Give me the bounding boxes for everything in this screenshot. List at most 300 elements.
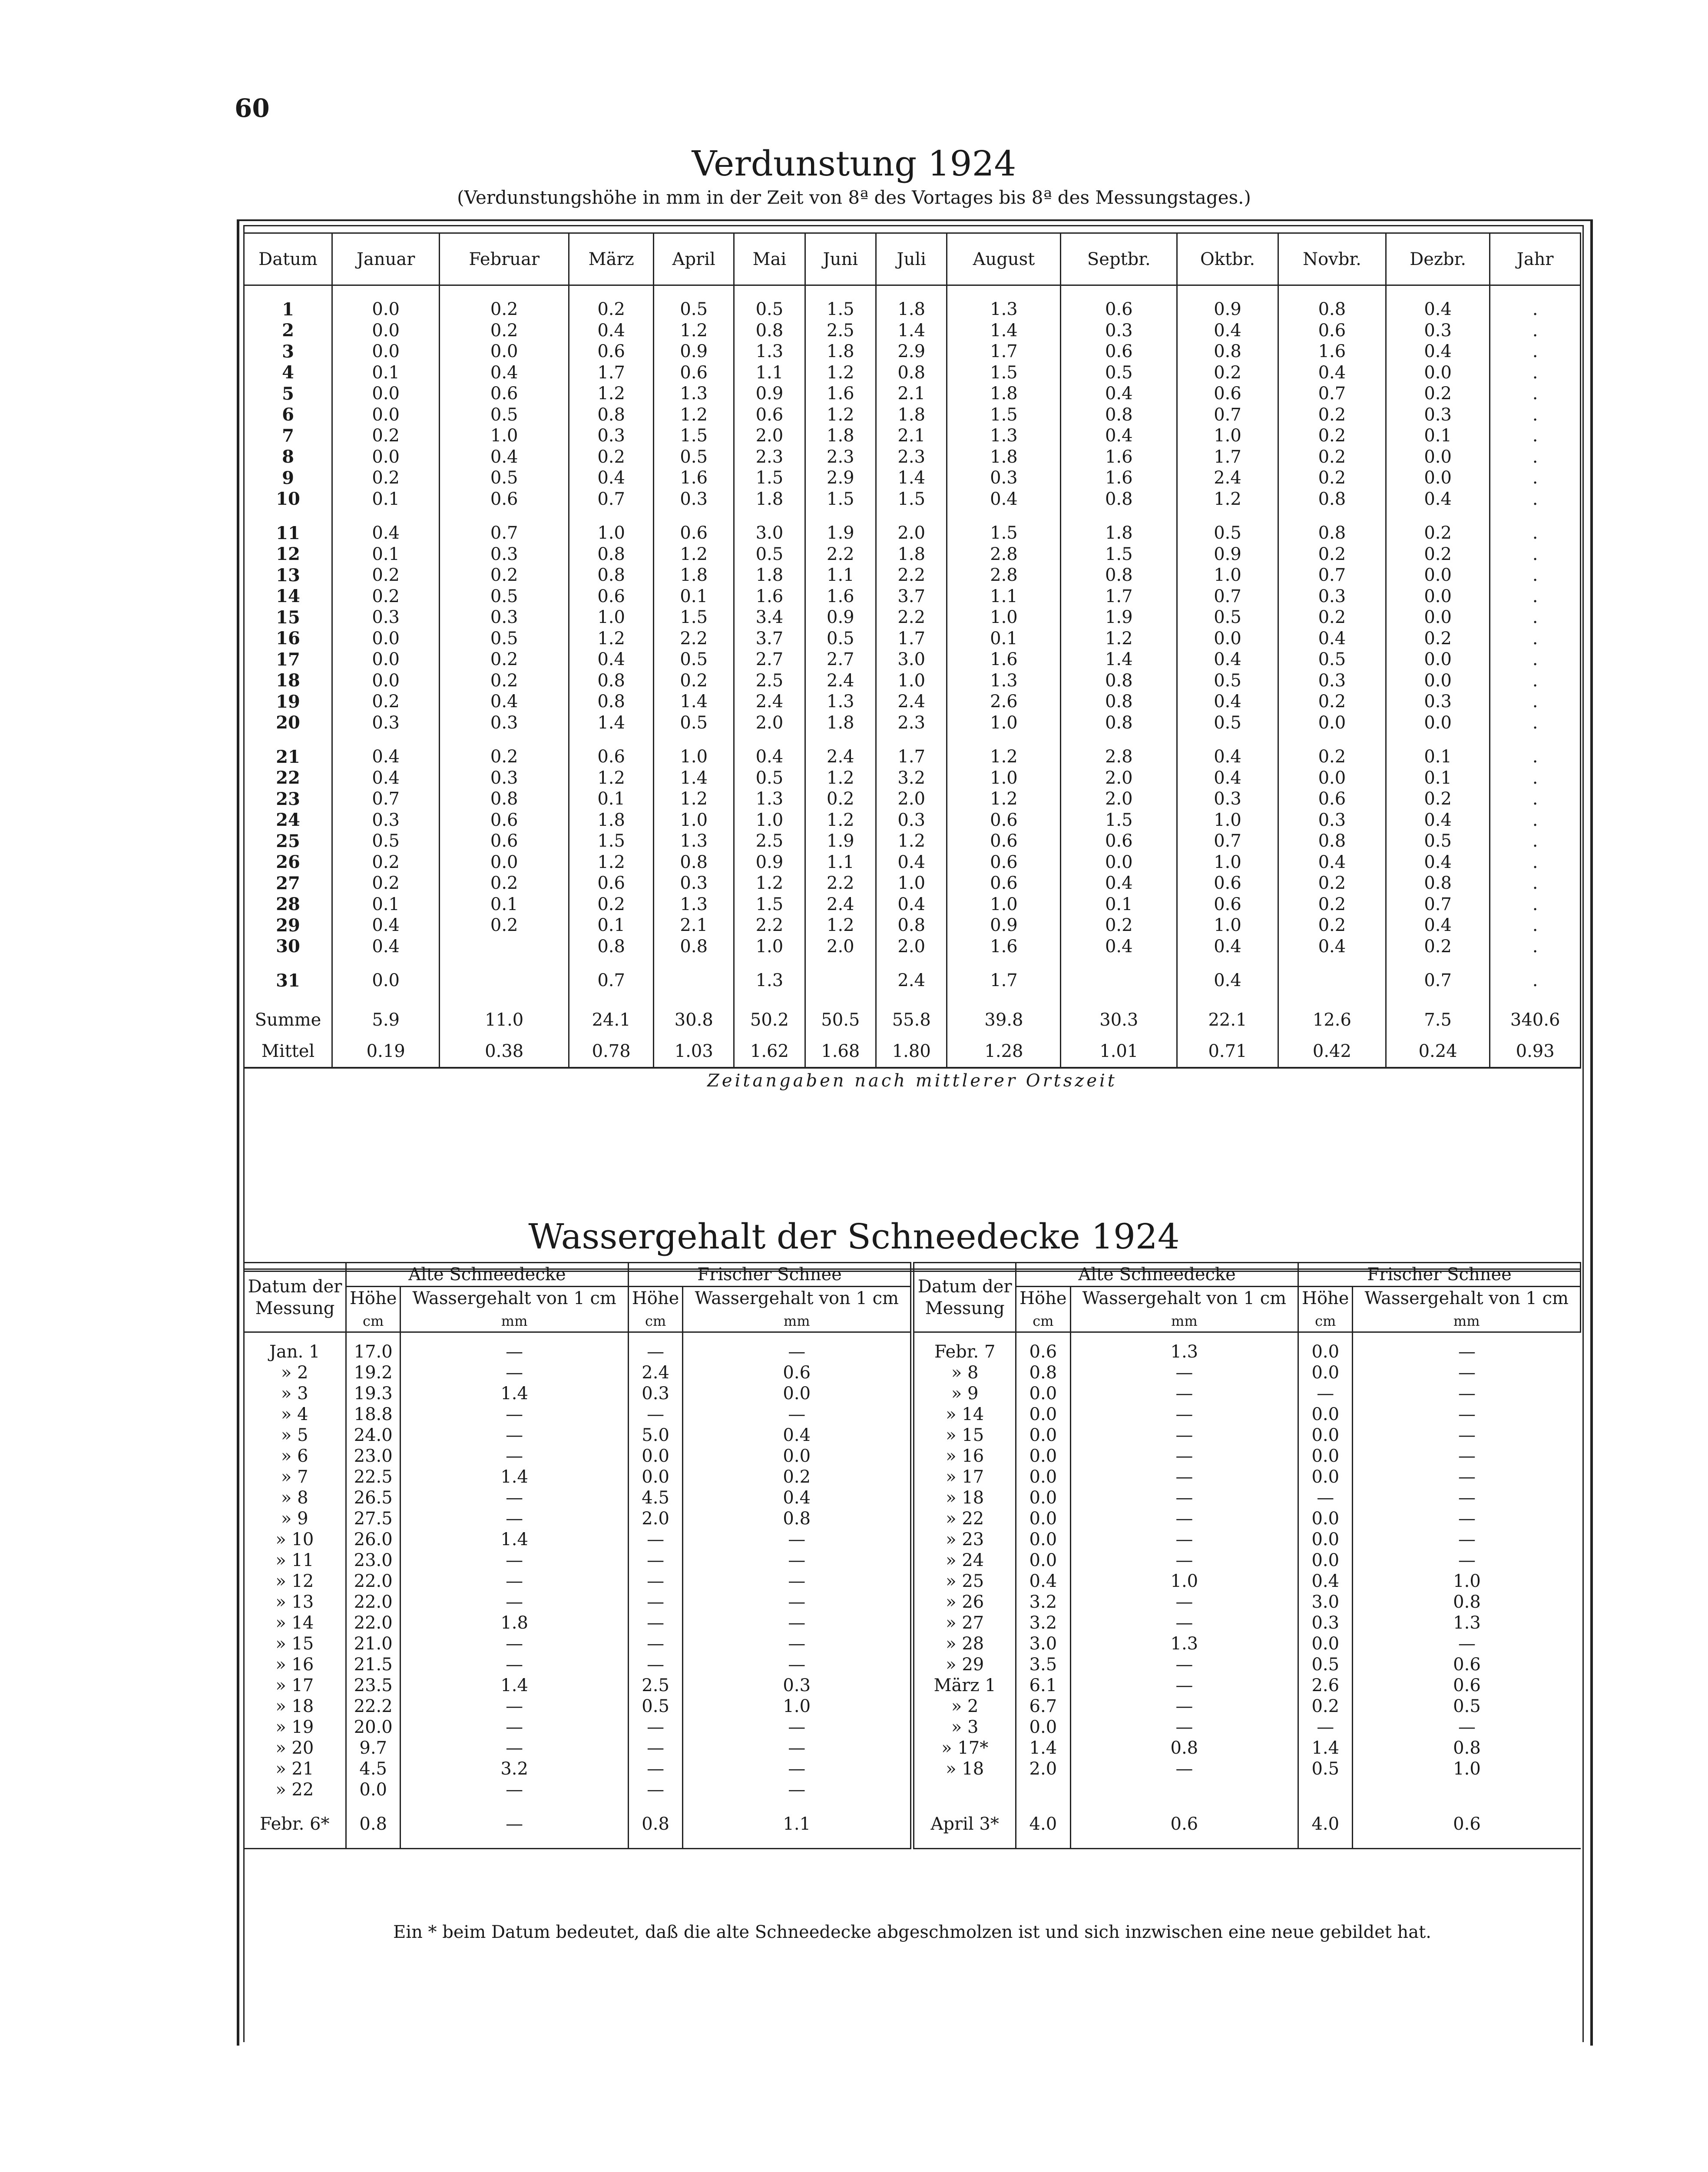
spacer-cell xyxy=(332,733,440,746)
evaporation-value: 0.4 xyxy=(1177,320,1278,341)
evaporation-value: 0.3 xyxy=(1386,404,1490,426)
evaporation-value: 0.9 xyxy=(654,341,734,362)
summe-value: 22.1 xyxy=(1177,1004,1278,1036)
evaporation-value: . xyxy=(1490,670,1581,692)
evaporation-value: 2.8 xyxy=(1061,746,1177,768)
spacer-cell xyxy=(654,991,734,1004)
evaporation-day-row xyxy=(244,970,1581,991)
measurement-date: » 18 xyxy=(912,1487,1016,1508)
snow-height: — xyxy=(1298,1487,1353,1508)
snow-height: 0.0 xyxy=(1298,1633,1353,1654)
snow-height: 2.4 xyxy=(628,1362,682,1383)
evaporation-value: 0.8 xyxy=(440,788,569,810)
evaporation-value xyxy=(440,936,569,957)
evaporation-value: 0.8 xyxy=(569,404,654,426)
evaporation-value: 0.4 xyxy=(332,915,440,936)
measurement-date: » 6 xyxy=(281,1446,308,1466)
evaporation-value: 1.0 xyxy=(1177,810,1278,831)
evaporation-value: 2.0 xyxy=(805,936,876,957)
evaporation-value: 0.6 xyxy=(947,873,1061,894)
water-content: — xyxy=(683,1550,912,1571)
evaporation-value: 1.2 xyxy=(805,362,876,384)
evaporation-value: 0.4 xyxy=(1386,341,1490,362)
measurement-date: März 1 xyxy=(912,1675,1016,1696)
snow-header-datum-left: Datum der Messung xyxy=(244,1263,346,1332)
snow-height: 2.5 xyxy=(628,1675,682,1696)
evaporation-value: 2.3 xyxy=(734,447,805,468)
day-number: 8 xyxy=(244,447,332,468)
day-number: 24 xyxy=(244,810,332,831)
measurement-date: » 17 xyxy=(275,1675,314,1695)
spacer-cell xyxy=(569,285,654,299)
water-content xyxy=(1070,1779,1298,1800)
snow-height: 1.4 xyxy=(1298,1738,1353,1758)
evaporation-value: 1.2 xyxy=(805,768,876,789)
snow-row xyxy=(244,1592,1581,1612)
spacer-cell xyxy=(440,991,569,1004)
snow-height: 22.5 xyxy=(346,1467,401,1487)
spacer-cell xyxy=(332,285,440,299)
evaporation-value: 0.0 xyxy=(1386,447,1490,468)
water-content: — xyxy=(1070,1612,1298,1633)
spacer-cell xyxy=(805,285,876,299)
evaporation-value: 0.1 xyxy=(1386,425,1490,447)
evaporation-value: 2.3 xyxy=(876,712,947,734)
evaporation-value: 1.8 xyxy=(876,299,947,320)
evaporation-value: 0.9 xyxy=(734,383,805,404)
water-content: — xyxy=(683,1633,912,1654)
evaporation-value: 1.3 xyxy=(805,691,876,712)
spacer-cell xyxy=(734,733,805,746)
snow-row xyxy=(244,1529,1581,1550)
evaporation-value: 0.2 xyxy=(332,425,440,447)
measurement-date: » 15 xyxy=(912,1425,1016,1446)
measurement-date: » 14 xyxy=(912,1404,1016,1425)
evaporation-value: 1.2 xyxy=(654,788,734,810)
evaporation-value xyxy=(654,970,734,991)
snow-row xyxy=(244,1571,1581,1592)
snow-header-wasser: Wassergehalt von 1 cm mm xyxy=(1353,1287,1581,1332)
evaporation-value: . xyxy=(1490,565,1581,586)
evaporation-table xyxy=(243,232,1581,1069)
evaporation-value: 0.2 xyxy=(440,649,569,670)
water-content: 1.3 xyxy=(1353,1612,1581,1633)
measurement-date: » 14 xyxy=(275,1613,314,1633)
evaporation-value: 1.6 xyxy=(947,649,1061,670)
evaporation-value: 1.2 xyxy=(805,810,876,831)
water-content: — xyxy=(401,1446,629,1467)
water-content: — xyxy=(1353,1487,1581,1508)
measurement-date: » 2 xyxy=(281,1363,308,1383)
evaporation-value: 0.1 xyxy=(440,894,569,915)
water-content: — xyxy=(1070,1717,1298,1738)
evaporation-value: 1.5 xyxy=(947,404,1061,426)
evaporation-value: 1.9 xyxy=(805,831,876,852)
snow-height: 23.0 xyxy=(346,1446,401,1467)
evaporation-value: 0.0 xyxy=(1386,467,1490,489)
evaporation-value: 0.8 xyxy=(654,852,734,873)
measurement-date: » 11 xyxy=(275,1550,314,1570)
water-content: 1.0 xyxy=(1353,1758,1581,1779)
evaporation-value: . xyxy=(1490,341,1581,362)
evaporation-value: 0.3 xyxy=(654,489,734,510)
spacer-cell xyxy=(947,510,1061,523)
snow-height: — xyxy=(628,1758,682,1779)
evaporation-value: 1.4 xyxy=(1061,649,1177,670)
evaporation-column-header: Septbr. xyxy=(1061,233,1177,285)
evaporation-day-row xyxy=(244,810,1581,831)
water-content: — xyxy=(401,1332,629,1363)
measurement-date: » 3 xyxy=(281,1384,308,1404)
water-content: — xyxy=(401,1800,629,1849)
evaporation-day-row xyxy=(244,649,1581,670)
evaporation-value: 0.1 xyxy=(654,586,734,607)
snow-height: 0.5 xyxy=(628,1696,682,1717)
spacer-cell xyxy=(569,957,654,970)
evaporation-value: 0.2 xyxy=(332,565,440,586)
day-number: 11 xyxy=(244,523,332,544)
evaporation-value: 0.4 xyxy=(440,447,569,468)
evaporation-value: 0.8 xyxy=(654,936,734,957)
evaporation-value: 0.2 xyxy=(569,299,654,320)
evaporation-day-row xyxy=(244,425,1581,447)
spacer-cell xyxy=(1061,733,1177,746)
measurement-date: » 27 xyxy=(912,1612,1016,1633)
day-number: 23 xyxy=(244,788,332,810)
water-content: — xyxy=(1070,1487,1298,1508)
evaporation-value: 0.2 xyxy=(1278,544,1386,565)
snow-height: 0.3 xyxy=(1298,1612,1353,1633)
water-content: — xyxy=(1353,1550,1581,1571)
snow-height: 0.0 xyxy=(1298,1550,1353,1571)
evaporation-value: 0.5 xyxy=(654,447,734,468)
evaporation-value: 1.2 xyxy=(805,915,876,936)
evaporation-value: 0.0 xyxy=(440,341,569,362)
water-content: — xyxy=(1070,1529,1298,1550)
spacer-cell xyxy=(876,733,947,746)
mittel-value: 0.38 xyxy=(440,1036,569,1068)
evaporation-subtitle: (Verdunstungshöhe in mm in der Zeit von 8ª des Vortages bis 8ª des Messungstages.) xyxy=(457,187,1251,208)
evaporation-value: 0.4 xyxy=(1278,628,1386,649)
evaporation-value: 0.4 xyxy=(569,467,654,489)
snow-row xyxy=(244,1550,1581,1571)
evaporation-header-row xyxy=(244,233,1581,285)
evaporation-value: 0.0 xyxy=(1386,586,1490,607)
snow-height: 0.0 xyxy=(1016,1529,1070,1550)
evaporation-value: 0.6 xyxy=(569,586,654,607)
evaporation-column-header: Oktbr. xyxy=(1177,233,1278,285)
evaporation-value: 0.7 xyxy=(1278,383,1386,404)
evaporation-value: 0.4 xyxy=(1177,970,1278,991)
evaporation-day-row xyxy=(244,628,1581,649)
evaporation-value: . xyxy=(1490,447,1581,468)
evaporation-value: 1.5 xyxy=(805,489,876,510)
evaporation-value: 2.3 xyxy=(876,447,947,468)
water-content: — xyxy=(401,1362,629,1383)
water-content: — xyxy=(401,1508,629,1529)
snow-header-hoehe: Höhe cm xyxy=(1016,1287,1070,1332)
day-number: 15 xyxy=(244,607,332,628)
snow-height: 0.0 xyxy=(628,1467,682,1487)
evaporation-value: 0.2 xyxy=(654,670,734,692)
water-content: — xyxy=(1353,1717,1581,1738)
evaporation-value: 0.9 xyxy=(734,852,805,873)
evaporation-value: 1.5 xyxy=(654,425,734,447)
evaporation-value: 2.2 xyxy=(876,565,947,586)
evaporation-value: 0.2 xyxy=(1386,544,1490,565)
evaporation-value: 1.0 xyxy=(947,712,1061,734)
evaporation-column-header: Februar xyxy=(440,233,569,285)
evaporation-value: 1.2 xyxy=(569,852,654,873)
evaporation-value: 1.0 xyxy=(1177,852,1278,873)
evaporation-value: 0.3 xyxy=(332,810,440,831)
snow-height: — xyxy=(1298,1717,1353,1738)
water-content: — xyxy=(1353,1467,1581,1487)
summe-value: 7.5 xyxy=(1386,1004,1490,1036)
snow-height: 19.2 xyxy=(346,1362,401,1383)
evaporation-value: 1.4 xyxy=(876,320,947,341)
evaporation-value: 0.7 xyxy=(1177,404,1278,426)
evaporation-value: 0.8 xyxy=(569,670,654,692)
snow-height: — xyxy=(628,1332,682,1363)
water-content: — xyxy=(1070,1758,1298,1779)
evaporation-value: 2.8 xyxy=(947,544,1061,565)
summe-label: Summe xyxy=(244,1004,332,1036)
measurement-date: » 19 xyxy=(275,1717,314,1737)
evaporation-value: 0.0 xyxy=(332,649,440,670)
water-content: 1.4 xyxy=(401,1467,629,1487)
evaporation-value: 0.2 xyxy=(1278,873,1386,894)
evaporation-value: 0.2 xyxy=(440,565,569,586)
evaporation-value: 0.8 xyxy=(1386,873,1490,894)
snow-height: 0.0 xyxy=(1016,1467,1070,1487)
evaporation-value: 0.5 xyxy=(1177,670,1278,692)
evaporation-value: 0.2 xyxy=(1386,788,1490,810)
measurement-date: » 12 xyxy=(275,1571,314,1591)
water-content: — xyxy=(1070,1404,1298,1425)
evaporation-value: 0.2 xyxy=(440,670,569,692)
snow-height: 4.5 xyxy=(628,1487,682,1508)
snow-height: 0.0 xyxy=(1298,1332,1353,1363)
measurement-date: » 17 xyxy=(912,1467,1016,1487)
evaporation-value: 0.4 xyxy=(332,523,440,544)
snow-row xyxy=(244,1332,1581,1363)
spacer-cell xyxy=(1177,510,1278,523)
snow-row xyxy=(244,1633,1581,1654)
evaporation-value: . xyxy=(1490,523,1581,544)
evaporation-value: 0.6 xyxy=(1177,894,1278,915)
evaporation-value: 0.5 xyxy=(1177,712,1278,734)
evaporation-value: 1.5 xyxy=(876,489,947,510)
evaporation-value: 0.5 xyxy=(332,831,440,852)
snow-height: 2.0 xyxy=(628,1508,682,1529)
summe-value: 12.6 xyxy=(1278,1004,1386,1036)
evaporation-value: 0.5 xyxy=(734,299,805,320)
water-content: — xyxy=(1070,1425,1298,1446)
evaporation-day-row xyxy=(244,873,1581,894)
snow-height: 0.0 xyxy=(1016,1446,1070,1467)
measurement-date: » 20 xyxy=(275,1738,314,1758)
snow-height: 0.0 xyxy=(1298,1404,1353,1425)
spacer-cell xyxy=(1278,510,1386,523)
evaporation-value xyxy=(1061,970,1177,991)
day-number: 6 xyxy=(244,404,332,426)
water-content: 0.6 xyxy=(1353,1675,1581,1696)
evaporation-value: 3.4 xyxy=(734,607,805,628)
evaporation-value: 0.8 xyxy=(876,362,947,384)
evaporation-value: 1.0 xyxy=(1177,915,1278,936)
evaporation-value: 1.8 xyxy=(805,425,876,447)
evaporation-day-row xyxy=(244,362,1581,384)
spacer-cell xyxy=(1278,733,1386,746)
evaporation-value: 1.8 xyxy=(876,404,947,426)
evaporation-value: 1.8 xyxy=(805,712,876,734)
spacer-cell xyxy=(947,285,1061,299)
evaporation-value: 1.4 xyxy=(654,768,734,789)
evaporation-value: 1.0 xyxy=(1177,565,1278,586)
evaporation-value: 1.8 xyxy=(654,565,734,586)
snow-height: 0.8 xyxy=(628,1800,682,1849)
water-content: — xyxy=(401,1696,629,1717)
water-content: 0.6 xyxy=(1070,1800,1298,1849)
mittel-row xyxy=(244,1036,1581,1068)
evaporation-value: 0.0 xyxy=(332,320,440,341)
evaporation-value: 0.0 xyxy=(332,299,440,320)
snow-header-hoehe: Höhe cm xyxy=(1298,1287,1353,1332)
evaporation-value: 0.2 xyxy=(1278,425,1386,447)
evaporation-value: 0.6 xyxy=(440,810,569,831)
evaporation-value: 0.7 xyxy=(1177,831,1278,852)
measurement-date: » 16 xyxy=(912,1446,1016,1467)
measurement-date: » 8 xyxy=(281,1488,308,1508)
evaporation-day-row xyxy=(244,691,1581,712)
evaporation-value: 0.4 xyxy=(1278,936,1386,957)
snow-row xyxy=(244,1446,1581,1467)
snow-table xyxy=(243,1262,1581,1849)
evaporation-value: 1.0 xyxy=(947,894,1061,915)
evaporation-column-header: Mai xyxy=(734,233,805,285)
evaporation-value: 1.8 xyxy=(805,341,876,362)
summe-value: 30.8 xyxy=(654,1004,734,1036)
snow-height: 3.0 xyxy=(1016,1633,1070,1654)
mittel-value: 0.93 xyxy=(1490,1036,1581,1068)
evaporation-value: 0.7 xyxy=(1278,565,1386,586)
evaporation-value: 1.6 xyxy=(1278,341,1386,362)
evaporation-value: 0.4 xyxy=(1061,425,1177,447)
evaporation-value: 0.4 xyxy=(1386,810,1490,831)
measurement-date: Febr. 6* xyxy=(244,1800,346,1849)
evaporation-value: 0.8 xyxy=(1278,523,1386,544)
evaporation-value: 0.9 xyxy=(947,915,1061,936)
evaporation-value: 2.2 xyxy=(654,628,734,649)
evaporation-value: 0.8 xyxy=(734,320,805,341)
water-content: 0.6 xyxy=(1353,1654,1581,1675)
snow-height: 23.0 xyxy=(346,1550,401,1571)
evaporation-value: 0.1 xyxy=(1386,746,1490,768)
water-content: — xyxy=(401,1779,629,1800)
water-content: — xyxy=(683,1571,912,1592)
summe-value: 39.8 xyxy=(947,1004,1061,1036)
spacer-cell xyxy=(947,957,1061,970)
evaporation-value: 0.5 xyxy=(440,467,569,489)
evaporation-value: 1.2 xyxy=(947,788,1061,810)
spacer-cell xyxy=(1177,991,1278,1004)
evaporation-value: 0.6 xyxy=(947,831,1061,852)
day-number: 28 xyxy=(244,894,332,915)
spacer-cell xyxy=(805,957,876,970)
snow-height: 2.6 xyxy=(1298,1675,1353,1696)
evaporation-value: 1.0 xyxy=(947,607,1061,628)
evaporation-value: 0.2 xyxy=(1386,936,1490,957)
evaporation-value: 0.8 xyxy=(1061,670,1177,692)
water-content: — xyxy=(1070,1362,1298,1383)
evaporation-value: 0.4 xyxy=(1177,746,1278,768)
spacer-cell xyxy=(244,510,332,523)
evaporation-value: 0.4 xyxy=(332,768,440,789)
evaporation-value: 2.0 xyxy=(1061,768,1177,789)
snow-height: — xyxy=(628,1592,682,1612)
evaporation-value: 1.5 xyxy=(734,467,805,489)
measurement-date: » 28 xyxy=(912,1633,1016,1654)
water-content: 0.2 xyxy=(683,1467,912,1487)
evaporation-value: 2.4 xyxy=(805,894,876,915)
mittel-value: 1.01 xyxy=(1061,1036,1177,1068)
evaporation-value: 1.2 xyxy=(1177,489,1278,510)
spacer-row xyxy=(244,991,1581,1004)
evaporation-value: 0.4 xyxy=(1278,362,1386,384)
day-number: 16 xyxy=(244,628,332,649)
water-content: 1.3 xyxy=(1070,1633,1298,1654)
evaporation-day-row xyxy=(244,670,1581,692)
evaporation-value: 0.8 xyxy=(1278,831,1386,852)
evaporation-day-row xyxy=(244,544,1581,565)
water-content: — xyxy=(683,1758,912,1779)
evaporation-value: 2.4 xyxy=(876,970,947,991)
mittel-value: 0.19 xyxy=(332,1036,440,1068)
water-content: — xyxy=(401,1738,629,1758)
evaporation-value: 2.2 xyxy=(876,607,947,628)
evaporation-value: 0.6 xyxy=(569,746,654,768)
measurement-date: Febr. 7 xyxy=(912,1332,1016,1363)
evaporation-value: 0.1 xyxy=(947,628,1061,649)
evaporation-value: 0.1 xyxy=(332,894,440,915)
water-content: — xyxy=(1353,1332,1581,1363)
spacer-cell xyxy=(332,510,440,523)
snow-height: 0.0 xyxy=(1016,1487,1070,1508)
spacer-cell xyxy=(569,510,654,523)
evaporation-value: 1.2 xyxy=(734,873,805,894)
evaporation-value: 0.5 xyxy=(1386,831,1490,852)
water-content: 0.6 xyxy=(1353,1800,1581,1849)
evaporation-value: 0.4 xyxy=(1061,936,1177,957)
evaporation-day-row xyxy=(244,852,1581,873)
evaporation-value: 1.0 xyxy=(1177,425,1278,447)
evaporation-value: 0.2 xyxy=(1278,447,1386,468)
snow-row xyxy=(244,1758,1581,1779)
evaporation-value: . xyxy=(1490,586,1581,607)
evaporation-value: 0.6 xyxy=(1061,299,1177,320)
snow-header-wasser: Wassergehalt von 1 cm mm xyxy=(683,1287,912,1332)
evaporation-value: 1.3 xyxy=(654,831,734,852)
evaporation-value: 1.0 xyxy=(947,768,1061,789)
water-content: — xyxy=(401,1550,629,1571)
spacer-cell xyxy=(876,957,947,970)
spacer-cell xyxy=(654,733,734,746)
spacer-cell xyxy=(805,510,876,523)
water-content: — xyxy=(683,1404,912,1425)
evaporation-value: 1.5 xyxy=(947,362,1061,384)
evaporation-value: 1.9 xyxy=(1061,607,1177,628)
